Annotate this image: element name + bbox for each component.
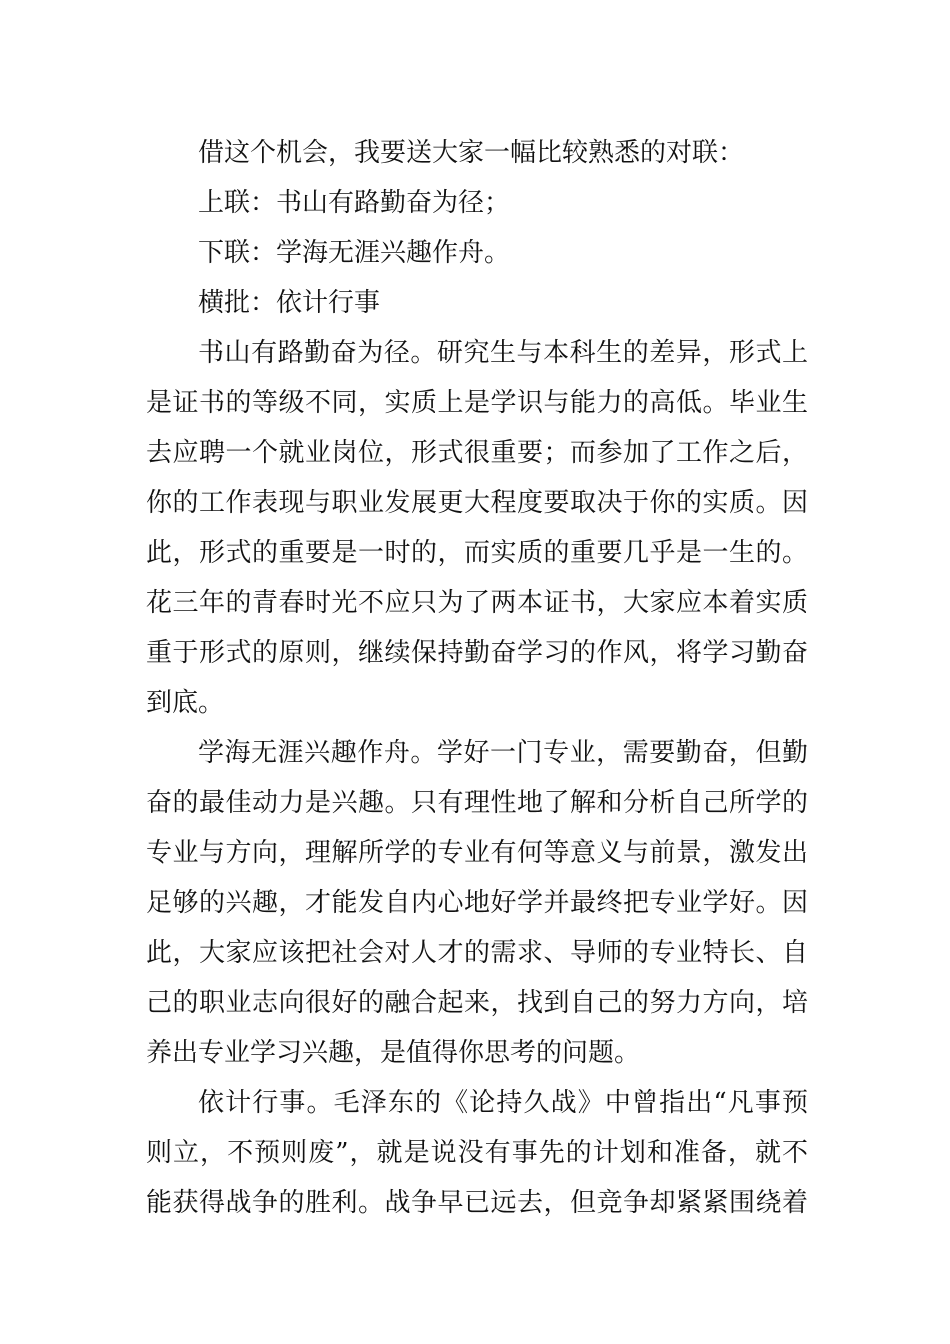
paragraph-line: 能获得战争的胜利。战争早已远去，但竞争却紧紧围绕着 (146, 1188, 808, 1218)
couplet-horizontal: 横批：依计行事 (198, 288, 381, 318)
couplet-lower: 下联：学海无涯兴趣作舟。 (198, 238, 511, 268)
paragraph-line: 你的工作表现与职业发展更大程度要取决于你的实质。因 (146, 488, 808, 518)
paragraph-line: 专业与方向，理解所学的专业有何等意义与前景，激发出 (146, 838, 808, 868)
paragraph-line: 书山有路勤奋为径。研究生与本科生的差异，形式上 (198, 338, 808, 368)
paragraph-line: 养出专业学习兴趣，是值得你思考的问题。 (146, 1038, 641, 1068)
paragraph-line: 依计行事。毛泽东的《论持久战》中曾指出“凡事预 (198, 1088, 808, 1118)
paragraph-line: 去应聘一个就业岗位，形式很重要；而参加了工作之后， (146, 438, 808, 468)
intro-line: 借这个机会，我要送大家一幅比较熟悉的对联： (198, 138, 745, 168)
paragraph-line: 学海无涯兴趣作舟。学好一门专业，需要勤奋，但勤 (198, 738, 808, 768)
paragraph-line: 则立，不预则废”，就是说没有事先的计划和准备，就不 (146, 1138, 808, 1168)
paragraph-line: 到底。 (146, 688, 225, 718)
paragraph-line: 重于形式的原则，继续保持勤奋学习的作风，将学习勤奋 (146, 638, 808, 668)
paragraph-line: 奋的最佳动力是兴趣。只有理性地了解和分析自己所学的 (146, 788, 808, 818)
paragraph-diligence (146, 328, 808, 728)
paragraph-planning (146, 1078, 808, 1228)
paragraph-line: 己的职业志向很好的融合起来，找到自己的努力方向，培 (146, 988, 808, 1018)
couplet-upper: 上联：书山有路勤奋为径； (198, 188, 511, 218)
paragraph-line: 足够的兴趣，才能发自内心地好学并最终把专业学好。因 (146, 888, 808, 918)
document-page (146, 128, 808, 1228)
paragraph-line: 是证书的等级不同，实质上是学识与能力的高低。毕业生 (146, 388, 808, 418)
paragraph-interest (146, 728, 808, 1078)
paragraph-line: 此，大家应该把社会对人才的需求、导师的专业特长、自 (146, 938, 808, 968)
paragraph-line: 此，形式的重要是一时的，而实质的重要几乎是一生的。 (146, 538, 808, 568)
paragraph-line: 花三年的青春时光不应只为了两本证书，大家应本着实质 (146, 588, 808, 618)
